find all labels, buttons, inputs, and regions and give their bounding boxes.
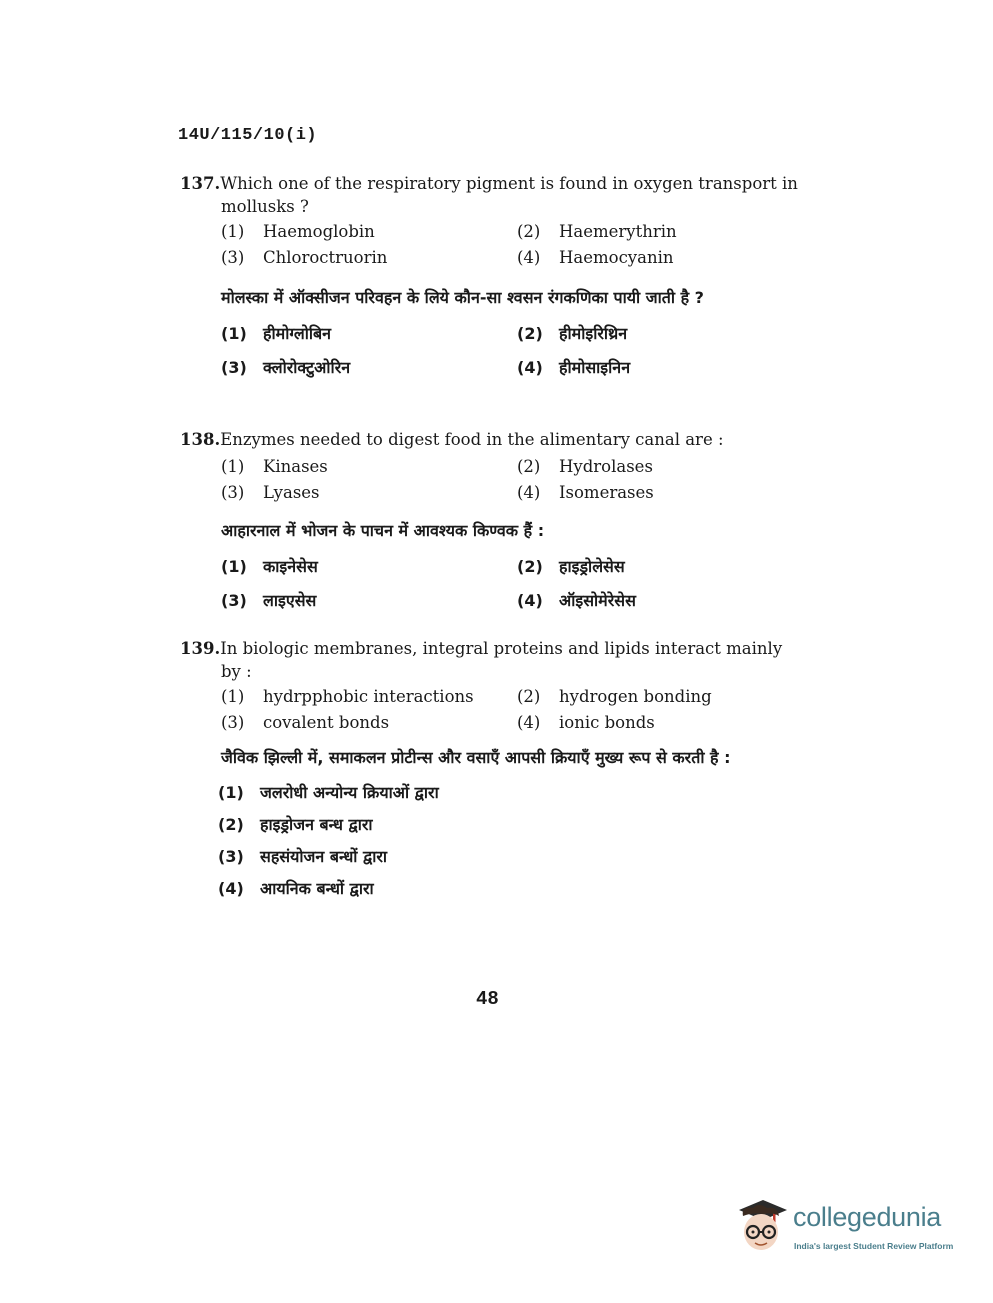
mascot-icon: [733, 1196, 791, 1256]
question-text: 137.Which one of the respiratory pigment is found in oxygen transport in: [180, 174, 798, 193]
option-2: (2) hydrogen bonding: [517, 687, 712, 706]
option-3: (3) Chloroctruorin: [221, 248, 388, 267]
option-1: (1) Haemoglobin: [221, 222, 375, 241]
hindi-option-3: (3) लाइएसेस: [221, 591, 317, 610]
hindi-question-text: मोलस्का में ऑक्सीजन परिवहन के लिये कौन-सा श्वसन रंगकणिका पायी जाती है ?: [221, 288, 704, 307]
hindi-option-3: (3) सहसंयोजन बन्धों द्वारा: [218, 847, 388, 866]
option-4: (4) Isomerases: [517, 483, 654, 502]
hindi-options: [218, 780, 810, 902]
options: [221, 220, 810, 269]
question-number: 137.: [180, 174, 221, 193]
logo-name: collegedunia: [793, 1202, 942, 1232]
hindi-option-1: (1) जलरोधी अन्योन्य क्रियाओं द्वारा: [218, 783, 439, 802]
option-4: (4) ionic bonds: [517, 713, 655, 732]
hindi-question-text: आहारनाल में भोजन के पाचन में आवश्यक किण्वक हैं :: [221, 521, 545, 540]
option-4: (4) Haemocyanin: [517, 248, 674, 267]
question-text: 138.Enzymes needed to digest food in the alimentary canal are :: [180, 430, 724, 449]
hindi-option-2: (2) हीमोइरिथ्रिन: [517, 324, 628, 343]
hindi-option-3: (3) क्लोरोक्टुओरिन: [221, 358, 351, 377]
question-text: 139.In biologic membranes, integral proteins and lipids interact mainly: [180, 639, 783, 658]
hindi-option-4: (4) ऑइसोमेरेसेस: [517, 591, 636, 610]
option-1: (1) Kinases: [221, 457, 328, 476]
option-2: (2) Haemerythrin: [517, 222, 677, 241]
page-number: 48: [476, 988, 499, 1010]
hindi-option-2: (2) हाइड्रोजन बन्ध द्वारा: [218, 815, 373, 834]
collegedunia-logo: [733, 1196, 963, 1258]
options: [221, 685, 810, 734]
question-137: 137.Which one of the respiratory pigment is found in oxygen transport in mollusks ? (1) Haemoglobin (2) Haemerythrin (3) Chloroctruorin (4) Haemocyanin मोलस्का में ऑक्सीजन परिवहन के लिये कौन-सा श्वसन रंगकणिका पायी जाती है ? (1) हीमोग्लोबिन (2) हीमोइरिथ्रिन (3) क्लोरोक्टुओरिन (4) हीमोसाइनिन: [180, 172, 810, 381]
option-3: (3) Lyases: [221, 483, 320, 502]
question-138: [180, 428, 810, 614]
options: [221, 455, 810, 504]
question-number: 138.: [180, 430, 221, 449]
option-3: (3) covalent bonds: [221, 713, 390, 732]
page-code: 14U/115/10(i): [178, 126, 318, 145]
hindi-option-2: (2) हाइड्रोलेसेस: [517, 557, 625, 576]
question-139: 139.In biologic membranes, integral proteins and lipids interact mainly by : (1) hydrpphobic interactions (2) hydrogen bonding (3) covalent bonds (4) ionic bonds जैविक झिल्ली में, समाकलन प्रोटीन्स और वसाएँ आपसी क्रियाएँ मुख्य रूप से करती है : (1) जलरोधी अन्योन्य क्रियाओं द्वारा (2) हाइड्रोजन बन्ध द्वारा (3) सहसंयोजन बन्धों द्वारा (4) आयनिक बन्धों द्वारा: [180, 637, 810, 908]
hindi-option-4: (4) हीमोसाइनिन: [517, 358, 631, 377]
question-number: 139.: [180, 639, 221, 658]
logo-tagline: India's largest Student Review Platform: [794, 1241, 954, 1251]
hindi-options: [221, 321, 810, 381]
option-2: (2) Hydrolases: [517, 457, 653, 476]
hindi-question-text: जैविक झिल्ली में, समाकलन प्रोटीन्स और वसाएँ आपसी क्रियाएँ मुख्य रूप से करती है :: [221, 748, 731, 767]
hindi-option-1: (1) काइनेसेस: [221, 557, 318, 576]
hindi-option-4: (4) आयनिक बन्धों द्वारा: [218, 879, 374, 898]
hindi-option-1: (1) हीमोग्लोबिन: [221, 324, 332, 343]
hindi-options: [221, 554, 810, 614]
option-1: (1) hydrpphobic interactions: [221, 687, 474, 706]
